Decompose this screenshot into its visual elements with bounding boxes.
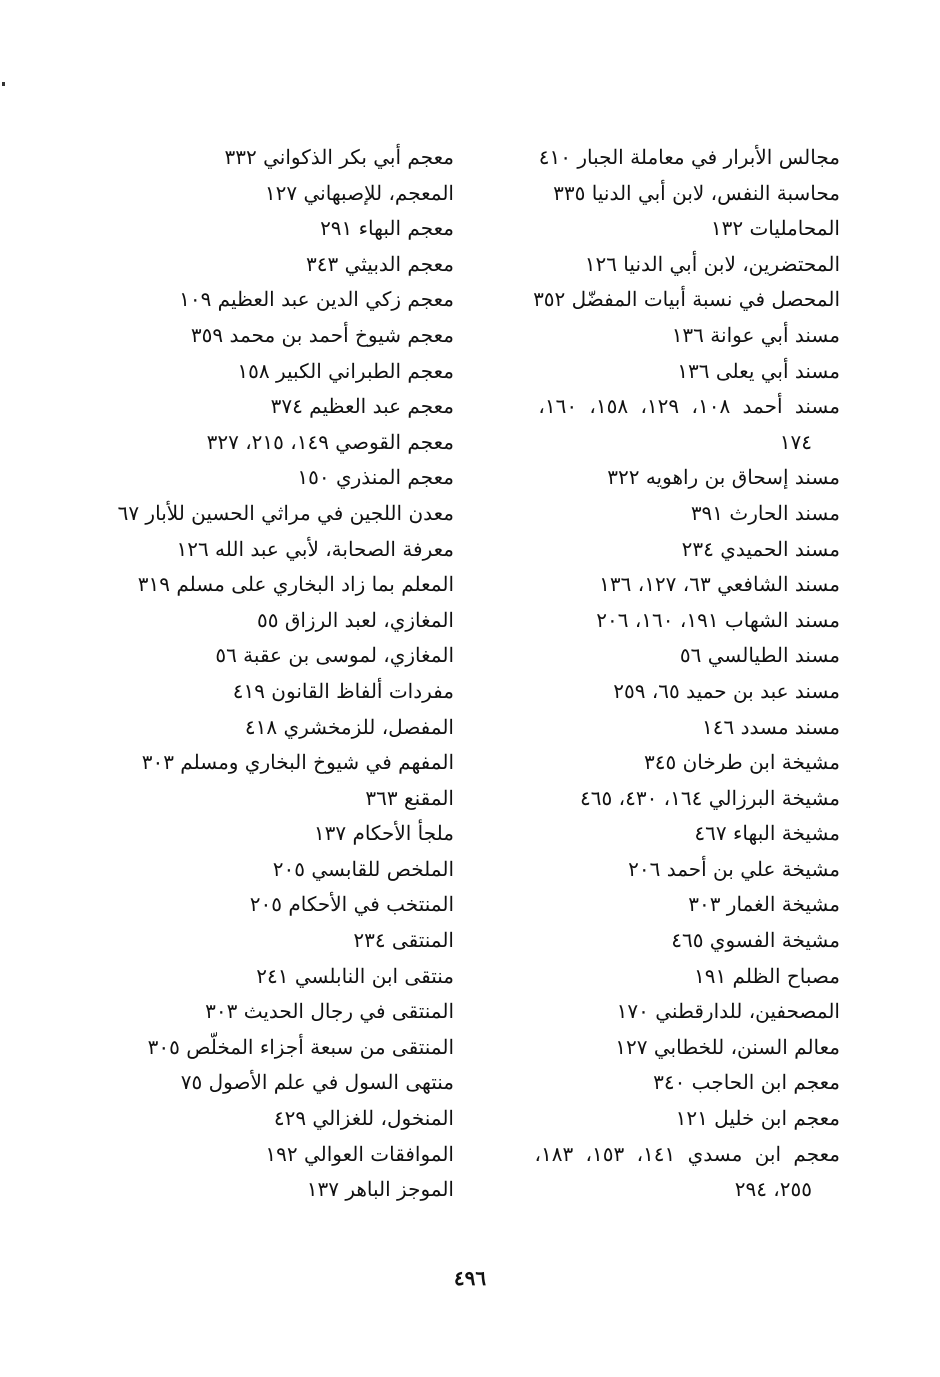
index-entry-text: معجم ابن مسدي ١٤١، ١٥٣، ١٨٣، xyxy=(534,1141,840,1166)
index-entry: المنخول، للغزالي ٤٢٩ xyxy=(273,1106,454,1131)
index-entry: معدن اللجين في مراثي الحسين للأبار ٦٧ xyxy=(117,500,454,525)
index-entry: معجم المنذري ١٥٠ xyxy=(297,465,454,490)
index-entry: مسند الحارث ٣٩١ xyxy=(690,500,840,525)
index-entry: المعلم بما زاد البخاري على مسلم ٣١٩ xyxy=(137,572,454,597)
index-entry: المحامليات ١٣٢ xyxy=(710,216,840,241)
index-entry: الموافقات العوالي ١٩٢ xyxy=(265,1141,454,1166)
index-entry: الموجز الباهر ١٣٧ xyxy=(306,1177,454,1202)
index-entry: مسند إسحاق بن راهويه ٣٢٢ xyxy=(607,465,840,490)
index-entry: مسند الشافعي ٦٣، ١٢٧، ١٣٦ xyxy=(599,572,840,597)
index-entry: معجم ابن الحاجب ٣٤٠ xyxy=(653,1070,840,1095)
index-entry: مشيخة الفسوي ٤٦٥ xyxy=(671,928,840,953)
index-column-right xyxy=(480,140,840,1208)
index-entry: مشيخة ابن طرخان ٣٤٥ xyxy=(644,750,840,775)
index-entry: المفهم في شيوخ البخاري ومسلم ٣٠٣ xyxy=(141,750,454,775)
index-entry: المعجم، للإصبهاني ١٢٧ xyxy=(264,180,454,205)
index-entry: مسند مسدد ١٤٦ xyxy=(702,714,840,739)
index-entry: المنتخب في الأحكام ٢٠٥ xyxy=(249,892,454,917)
index-entry: معرفة الصحابة، لأبي عبد الله ١٢٦ xyxy=(176,536,454,561)
index-entry: ملجأ الأحكام ١٣٧ xyxy=(313,821,454,846)
index-entry: مشيخة البرزالي ١٦٤، ٤٣٠، ٤٦٥ xyxy=(580,785,840,810)
index-entry: معجم ابن خليل ١٢١ xyxy=(675,1106,840,1131)
index-entry: الملخص للقابسي ٢٠٥ xyxy=(272,856,454,881)
index-entry: معجم زكي الدين عبد العظيم ١٠٩ xyxy=(179,287,454,312)
index-entry: معالم السنن، للخطابي ١٢٧ xyxy=(615,1034,840,1059)
index-entry: مسند أبي عوانة ١٣٦ xyxy=(671,322,840,347)
index-entry: مشيخة علي بن أحمد ٢٠٦ xyxy=(628,856,840,881)
index-entry: منتقى ابن النابلسي ٢٤١ xyxy=(256,963,454,988)
index-entry: المفصل، للزمخشري ٤١٨ xyxy=(244,714,454,739)
index-entry: معجم أبي بكر الذكواني ٣٣٢ xyxy=(224,145,454,169)
index-entry: مشيخة الغمار ٣٠٣ xyxy=(688,892,840,917)
index-entry: المنتقى في رجال الحديث ٣٠٣ xyxy=(205,999,454,1024)
index-entry: معجم عبد العظيم ٣٧٤ xyxy=(270,394,454,419)
index-entry: مسند أبي يعلى ١٣٦ xyxy=(677,358,840,383)
index-entry: المغازي، لعبد الرزاق ٥٥ xyxy=(257,607,454,632)
index-entry: المصحفين، للدارقطني ١٧٠ xyxy=(616,999,840,1024)
index-entry: معجم الدبيثي ٣٤٣ xyxy=(306,251,454,276)
index-entry: مسند عبد بن حميد ٦٥، ٢٥٩ xyxy=(613,678,840,703)
index-entry: مصباح الظلم ١٩١ xyxy=(693,963,840,988)
index-entry: منتهى السول في علم الأصول ٧٥ xyxy=(180,1070,454,1095)
index-entry: المغازي، لموسى بن عقبة ٥٦ xyxy=(215,643,454,668)
index-entry: المحتضرين، لابن أبي الدنيا ١٢٦ xyxy=(584,251,840,276)
index-entry: المقنع ٣٦٣ xyxy=(365,785,454,810)
index-entry: المنتقى ٢٣٤ xyxy=(353,928,454,953)
index-entry: مسند الحميدي ٢٣٤ xyxy=(681,536,840,561)
index-column-left xyxy=(94,140,454,1208)
index-entry-wrapped xyxy=(480,1137,840,1208)
index-entry-continuation: ١٧٤ xyxy=(779,429,812,454)
index-entry: معجم البهاء ٢٩١ xyxy=(320,216,454,241)
index-entry-wrapped xyxy=(480,389,840,460)
index-entry-text: مسند أحمد ١٠٨، ١٢٩، ١٥٨، ١٦٠، xyxy=(538,394,840,419)
index-entry: معجم القوصي ١٤٩، ٢١٥، ٣٢٧ xyxy=(206,429,454,454)
index-entry: المنتقى من سبعة أجزاء المخلّص ٣٠٥ xyxy=(147,1034,454,1059)
index-entry: مسند الطيالسي ٥٦ xyxy=(679,643,840,668)
index-entry: معجم شيوخ أحمد بن محمد ٣٥٩ xyxy=(190,322,454,347)
page-number: ٤٩٦ xyxy=(453,1266,487,1290)
index-entry: معجم الطبراني الكبير ١٥٨ xyxy=(237,358,454,383)
index-entry: مفردات ألفاظ القانون ٤١٩ xyxy=(232,678,454,703)
index-entry: مجالس الأبرار في معاملة الجبار ٤١٠ xyxy=(538,145,840,169)
scan-speck xyxy=(2,82,5,86)
index-entry-continuation: ٢٥٥، ٢٩٤ xyxy=(734,1177,812,1202)
index-entry: المحصل في نسبة أبيات المفضّل ٣٥٢ xyxy=(533,287,840,312)
index-entry: مشيخة البهاء ٤٦٧ xyxy=(694,821,840,846)
index-entry: مسند الشهاب ١٩١، ١٦٠، ٢٠٦ xyxy=(596,607,840,632)
index-entry: محاسبة النفس، لابن أبي الدنيا ٣٣٥ xyxy=(553,180,840,205)
